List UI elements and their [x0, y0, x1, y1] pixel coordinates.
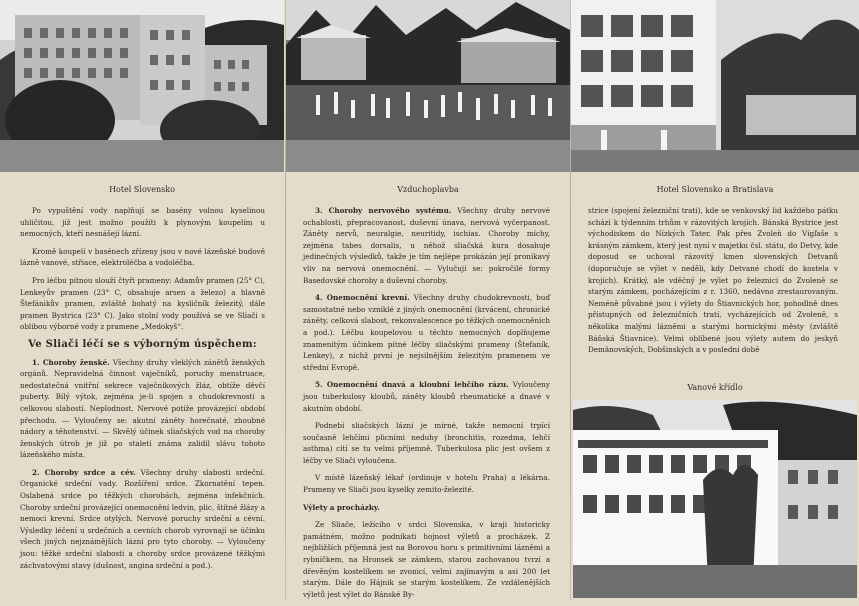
column-1 — [20, 205, 265, 577]
photo-hotel-slovensko — [0, 0, 284, 172]
section-title: 4. Onemocnění krevní. — [315, 293, 410, 303]
caption-hotel-bratislava: Hotel Slovensko a Bratislava — [656, 185, 774, 194]
section-text: Všechny druhy nervové ochablosti, přepracovanost, duševní únava, nervová vyčerpanost. Záněty nervů, neuralgie, neuritidy, ischias. Choroby míchy, zejména tabes dorsalis, u něhož sliačská kura dosahuje jedinečných výsledků, takže je tím nejlépe prokázán její pronikavý vliv na nervová onemocnění. — Vylučují se: pokročilé formy Basedovské choroby a duševní choroby. — [303, 206, 551, 285]
paragraph: Pro léčbu pitnou slouží čtyři prameny: Adamův pramen (25° C), Lenkeyův pramen (23° C, obsahuje arsen a železo) a hlavně Štefánikův pramen, zvláště bohatý na kysličník železitý, dále pramen Bystrica (23° C). Jako stolní vody používá se ve Sliači s oblibou výborné vody z pramene „Medokyš“. — [20, 275, 265, 332]
photo-pool — [286, 0, 570, 172]
section-text: Vyloučeny jsou tuberkulosy kloubů, záněty kloubů rheumatické a dnavé v akutním období. — [303, 380, 550, 413]
photo-hotel-bratislava — [571, 0, 859, 172]
photo-vanove-kridlo — [573, 400, 857, 598]
section-title: 5. Onemocnění dnavá a kloubní lehčího rázu. — [315, 380, 509, 390]
section-title: 2. Choroby srdce a cév. — [32, 467, 136, 477]
paragraph: Ze Sliače, ležícího v srdci Slovenska, v kraji historicky památném, možno podnikati hojnost výletů a procházek. Z nejbližších příjemná jest na Borovou horu s primitivními lázněmi a rybníčkem, na Hronsek se zámkem, starou zachovanou tvrzí a dřevěným kostelíkem se zvonicí, velmi zajímavým a asi 200 let starým. Dále do Hájnik se starým kostelíkem. Ze vzdálenějších výletů jest výlet do Bánské By- — [303, 520, 550, 599]
paragraph: strice (spojení železniční trati), kde se venkovský lid každého pátku schází k týdenním trhům v rázovitých krojích. Bánská Bystrice jest východiskem do Nízkých Tater. Pak přes Zvoleň do Vígľaše s krásným zámkem, který jest nyní v majetku čsl. státu, do Detvy, kde doposud se uchoval rázovitý kmen slovenských Detvanů (doporučuje se výlet v neděli, kdy Detvané chodí do kostela v krojích). Krátký, ale vděčný je výlet po železnici do Zvoleně se starým zámkem, pocházejícím z r. 1360, nedávno zrestaurovaným. Neméně půvabné jsou i výlety do Štiavnických hor, pohodlně dnes přístupných od železničních tratí, vycházejících od Zvoleně, s několika malými lázněmi a starými hornickými městy (zvláště Báňská Štiavnice). Velmi oblíbené jsou výlety autem do jeskyň Demänovských, Dobšinských a v poslední době — [588, 206, 838, 355]
section-title: 1. Choroby ženské. — [32, 357, 110, 367]
section-heading: Ve Sliači léčí se s výborným úspěchem: — [28, 338, 257, 350]
paragraph: Po vypuštění vody naplňují se basény volnou kyselinou uhličitou, jíž jest možno použíti k plynovým koupelím u nemocných, kteří nesnášejí lázní. — [20, 206, 265, 239]
paragraph: V místě lázeňský lékař (ordinuje v hotelu Praha) a lékárna. Prameny ve Sliači jsou kyselky zemito-železité. — [303, 473, 550, 495]
section-text: Všechny druhy vleklých zánětů ženských orgánů. Nepravidelná činnost vaječníků, poruchy menstruace, nedostatečná vnitřní sekrece vaječníkových žláz, obtíže děvčí puberty. Bílý výtok, zejména je-li spojen s chudokrevností a celkovou slabostí. Neplodnost. Nervové potíže provázející období přechodu. — Vyloučeny se: akutní záněty horečnaté, zhoubné nádory a těhotenství. — Skvělý účinek sliačských vod na choroby ženských útrob je již po staletí známa zalidil slávu tohoto lázeňského místa. — [20, 357, 265, 460]
paragraph: Podnebí sliačských lázní je mírné, takže nemocní trpící současně lehčími plicními neduhy (bronchitis, rozedma, lehčí asthma) cítí se tu velmi příjemně. Tuberkulosa plic jest ovšem z léčby ve Sliači vyloučena. — [303, 421, 550, 465]
paragraph: Kromě koupelí v basénech zřízeny jsou v nové lázeňské budově lázně vanové, střiace, elektroléčba a vodoléčba. — [20, 246, 265, 268]
section-title: 3. Choroby nervového systému. — [315, 206, 452, 215]
column-3 — [588, 205, 838, 362]
section-text: Všechny druhy slabosti srdeční. Organické srdeční vady. Rozšíření srdce. Zkornatění tepen. Oslabená srdce po těžkých chorobách, zejména infekčních. Choroby srdeční provázející onemocnění ledvin, plic, štítné žlázy a nemoci krevní. Srdce otylých. Nervové poruchy srdeční a cévní. Výsledky léčení u srdečních a cevních chorob vyrovnají se účinku všech jiných nejznámějších lázní pro tyto choroby. — Vyloučeny jsou: těžké srdeční slabosti a choroby srdce provázené těžkými záchvatovými stavy (dušnost, angina srdeční a pod.). — [20, 467, 265, 570]
section-title: Výlety a procházky. — [303, 502, 380, 512]
caption-pool: Vzduchoplavba — [397, 185, 459, 194]
column-2 — [303, 205, 550, 606]
section-text: Všechny druhy chudokrevnosti, buď samostatné nebo vzniklé z jiných onemocnění (krvácení, chronické záněty, celková slabost, rekonvalescence po těžkých onemocněních a pod.). Léčbu koupelovou u těchto nemocných doplňujeme znamenitým účinkem pitné léčby sliačskými prameny (Štefaník, Lenkey), z nichž první je nejsilnějším železitým pramenem ve střední Evropě. — [303, 293, 551, 372]
caption-hotel-slovensko: Hotel Slovensko — [109, 185, 175, 194]
caption-vanove: Vanové křídlo — [687, 383, 743, 392]
